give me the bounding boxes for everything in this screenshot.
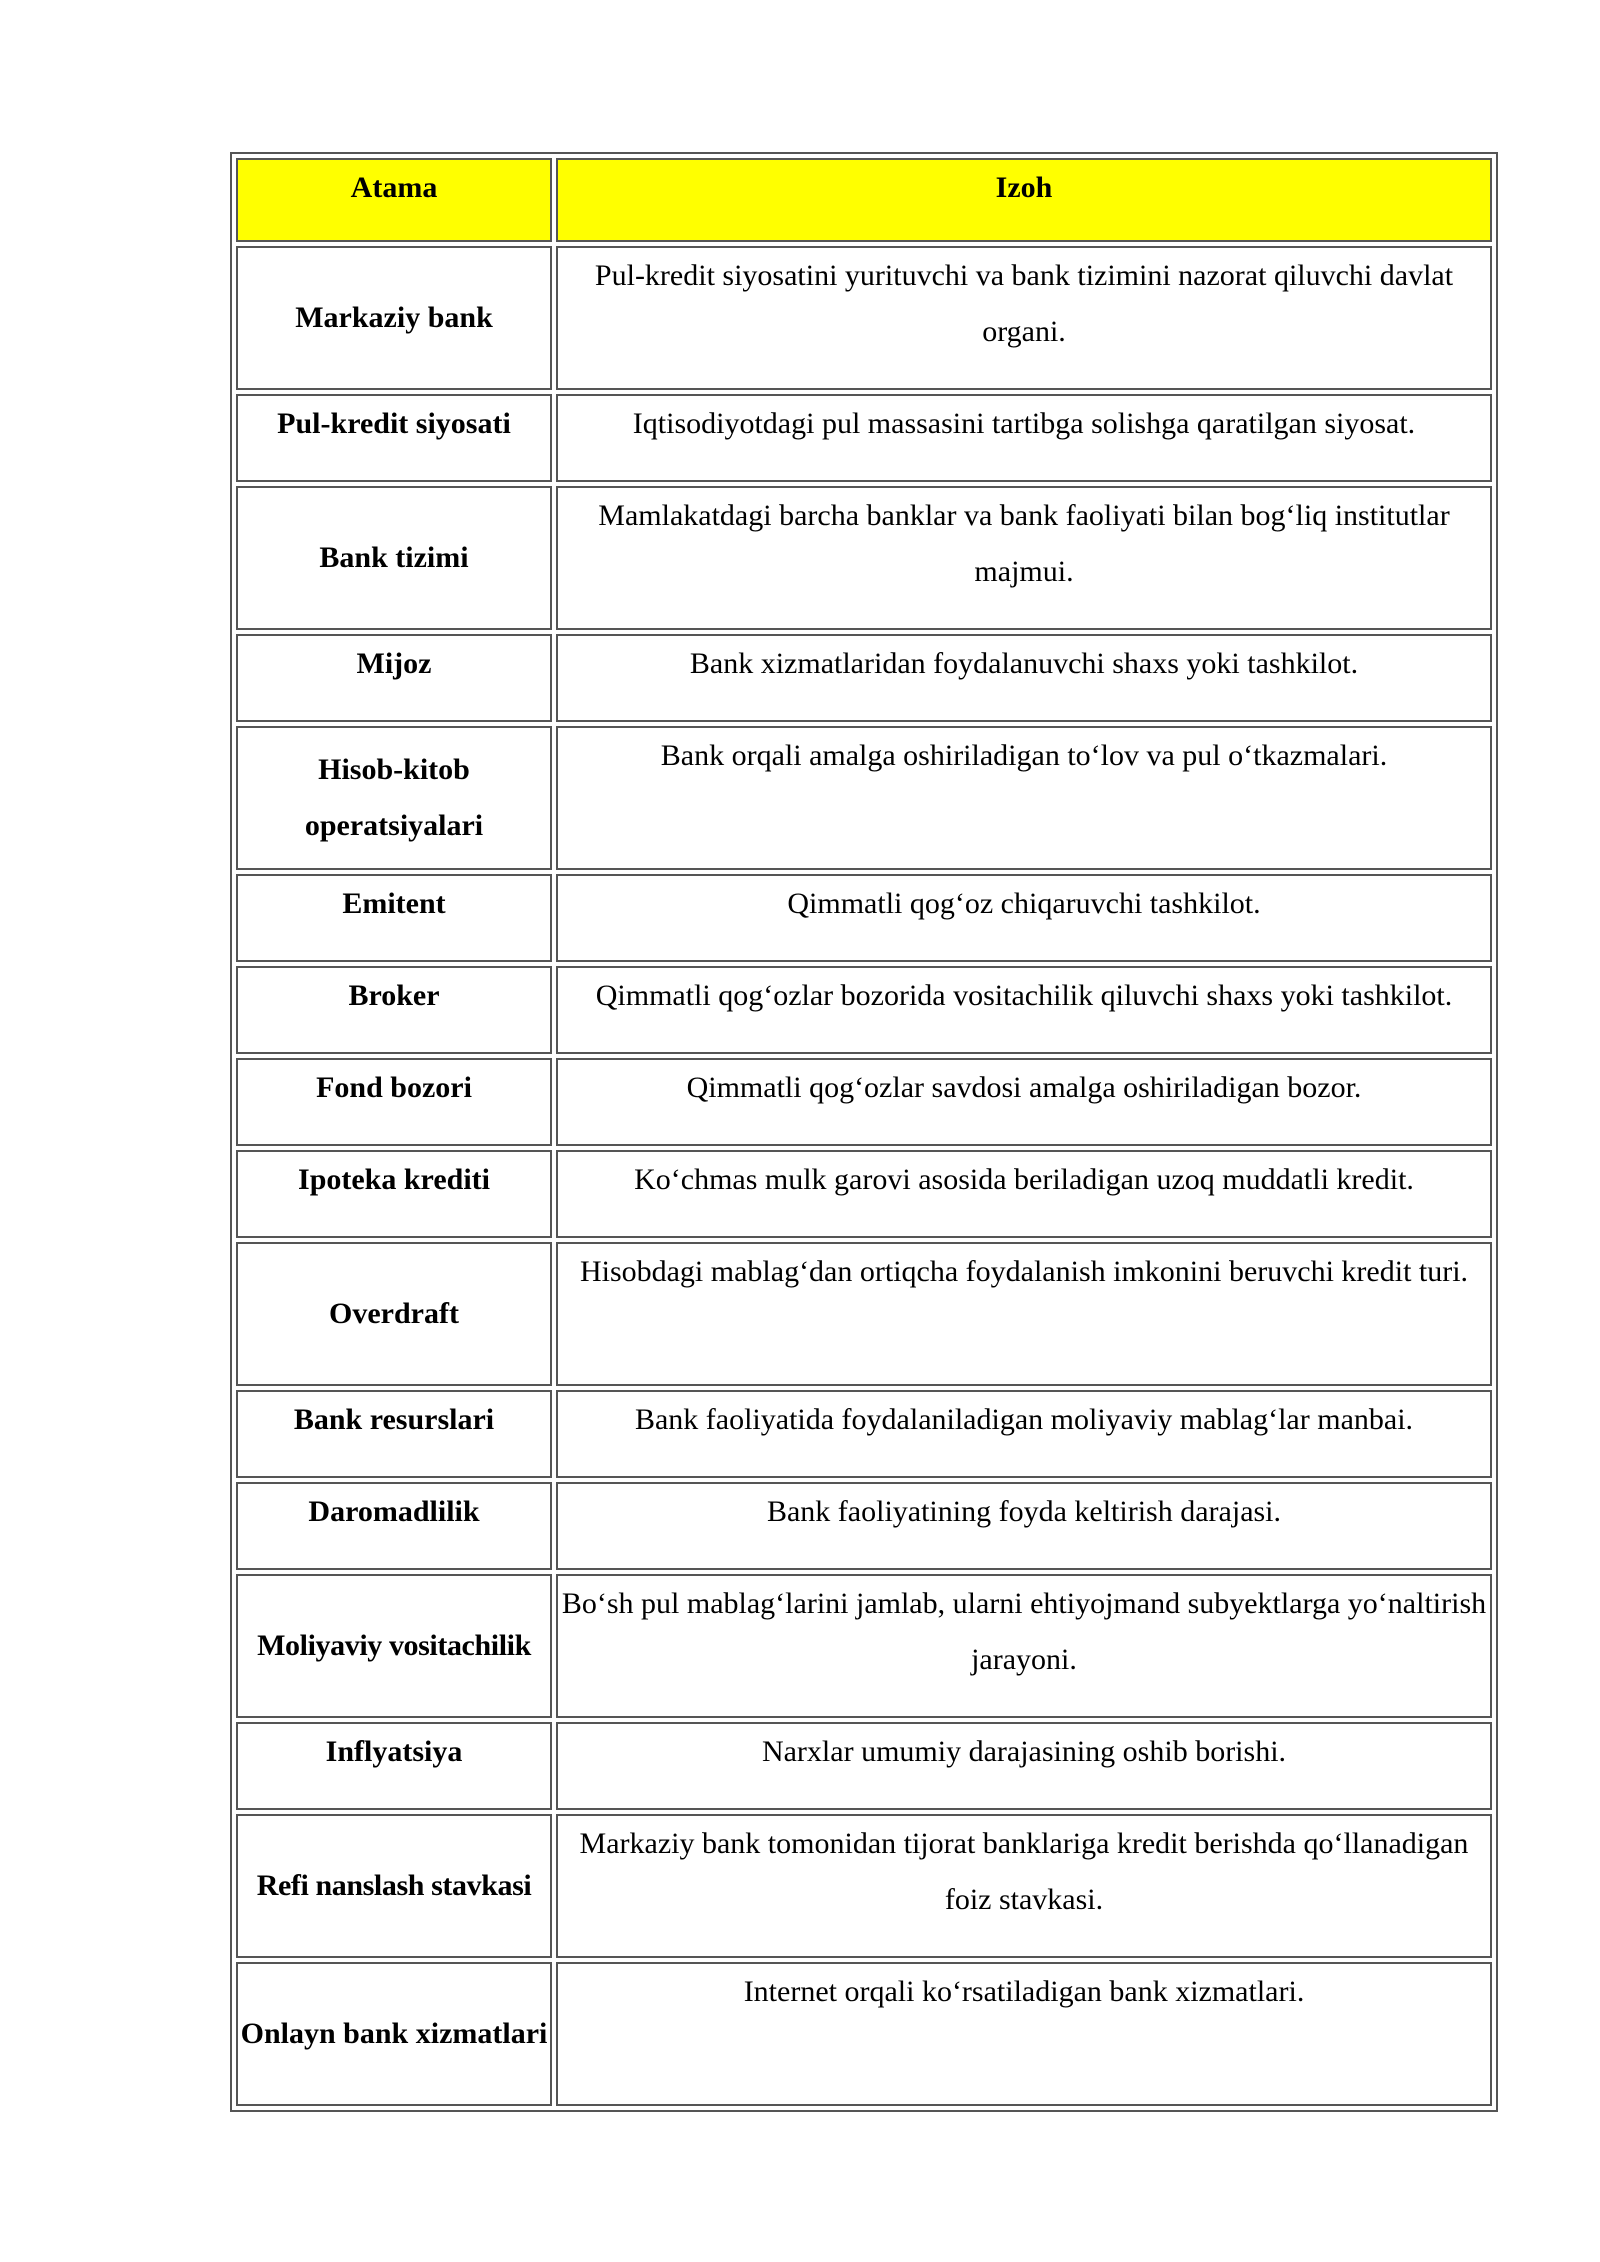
definition-cell: Mamlakatdagi barcha banklar va bank faoliyati bilan bog‘liq institutlar majmui. bbox=[556, 486, 1492, 630]
definition-cell: Qimmatli qog‘ozlar savdosi amalga oshiriladigan bozor. bbox=[556, 1058, 1492, 1146]
term-cell: Emitent bbox=[236, 874, 552, 962]
header-definition: Izoh bbox=[556, 158, 1492, 242]
term-cell: Daromadlilik bbox=[236, 1482, 552, 1570]
table-row bbox=[236, 874, 1492, 962]
table-row bbox=[236, 1814, 1492, 1958]
table-row bbox=[236, 726, 1492, 870]
definition-cell: Ko‘chmas mulk garovi asosida beriladigan uzoq muddatli kredit. bbox=[556, 1150, 1492, 1238]
term-cell: Bank resurslari bbox=[236, 1390, 552, 1478]
definition-cell: Qimmatli qog‘oz chiqaruvchi tashkilot. bbox=[556, 874, 1492, 962]
term-cell: Refi nanslash stavkasi bbox=[236, 1814, 552, 1958]
definition-cell: Internet orqali ko‘rsatiladigan bank xizmatlari. bbox=[556, 1962, 1492, 2106]
definition-cell: Markaziy bank tomonidan tijorat banklariga kredit berishda qo‘llanadigan foiz stavkasi. bbox=[556, 1814, 1492, 1958]
term-cell: Moliyaviy vositachilik bbox=[236, 1574, 552, 1718]
table-header-row bbox=[236, 158, 1492, 242]
table-row bbox=[236, 1962, 1492, 2106]
table-row bbox=[236, 966, 1492, 1054]
definition-cell: Iqtisodiyotdagi pul massasini tartibga solishga qaratilgan siyosat. bbox=[556, 394, 1492, 482]
table-row bbox=[236, 1242, 1492, 1386]
table-row bbox=[236, 1722, 1492, 1810]
glossary-table bbox=[230, 152, 1498, 2112]
header-term: Atama bbox=[236, 158, 552, 242]
definition-cell: Bo‘sh pul mablag‘larini jamlab, ularni ehtiyojmand subyektlarga yo‘naltirish jarayoni. bbox=[556, 1574, 1492, 1718]
term-cell: Ipoteka krediti bbox=[236, 1150, 552, 1238]
definition-cell: Narxlar umumiy darajasining oshib borishi. bbox=[556, 1722, 1492, 1810]
term-cell: Bank tizimi bbox=[236, 486, 552, 630]
table-row bbox=[236, 246, 1492, 390]
table-row bbox=[236, 634, 1492, 722]
table-row bbox=[236, 1058, 1492, 1146]
term-cell: Hisob-kitob operatsiyalari bbox=[236, 726, 552, 870]
table-row bbox=[236, 1390, 1492, 1478]
definition-cell: Qimmatli qog‘ozlar bozorida vositachilik qiluvchi shaxs yoki tashkilot. bbox=[556, 966, 1492, 1054]
table-row bbox=[236, 1574, 1492, 1718]
definition-cell: Bank xizmatlaridan foydalanuvchi shaxs yoki tashkilot. bbox=[556, 634, 1492, 722]
term-cell: Markaziy bank bbox=[236, 246, 552, 390]
table-row bbox=[236, 1482, 1492, 1570]
term-cell: Pul-kredit siyosati bbox=[236, 394, 552, 482]
glossary-body bbox=[236, 246, 1492, 2106]
definition-cell: Bank faoliyatining foyda keltirish darajasi. bbox=[556, 1482, 1492, 1570]
term-cell: Mijoz bbox=[236, 634, 552, 722]
term-cell: Overdraft bbox=[236, 1242, 552, 1386]
definition-cell: Pul-kredit siyosatini yurituvchi va bank tizimini nazorat qiluvchi davlat organi. bbox=[556, 246, 1492, 390]
table-row bbox=[236, 486, 1492, 630]
term-cell: Inflyatsiya bbox=[236, 1722, 552, 1810]
definition-cell: Bank orqali amalga oshiriladigan to‘lov va pul o‘tkazmalari. bbox=[556, 726, 1492, 870]
term-cell: Onlayn bank xizmatlari bbox=[236, 1962, 552, 2106]
term-cell: Fond bozori bbox=[236, 1058, 552, 1146]
table-row bbox=[236, 394, 1492, 482]
term-cell: Broker bbox=[236, 966, 552, 1054]
definition-cell: Hisobdagi mablag‘dan ortiqcha foydalanish imkonini beruvchi kredit turi. bbox=[556, 1242, 1492, 1386]
definition-cell: Bank faoliyatida foydalaniladigan moliyaviy mablag‘lar manbai. bbox=[556, 1390, 1492, 1478]
table-row bbox=[236, 1150, 1492, 1238]
